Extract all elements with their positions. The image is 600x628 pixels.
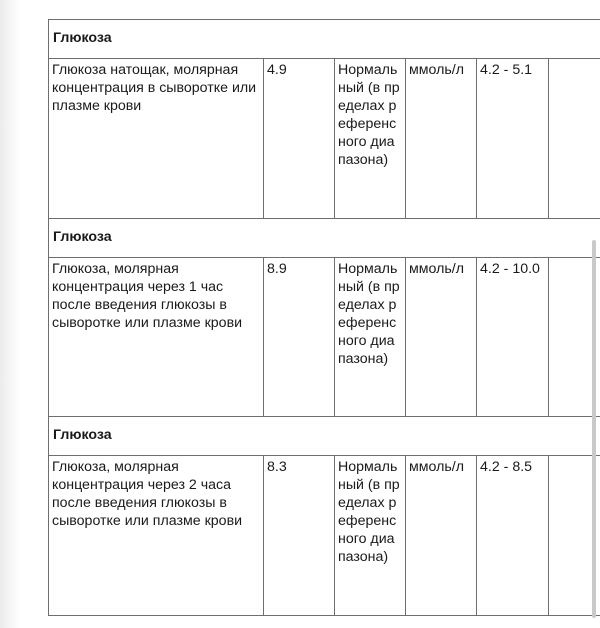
test-name-cell: Глюкоза, молярная концентрация через 2 часа после введения глюкозы в сыворотке или плазме крови: [49, 456, 264, 616]
test-name-cell: Глюкоза натощак, молярная концентрация в сыворотке или плазме крови: [49, 59, 264, 219]
table-row: [49, 456, 600, 616]
vertical-scrollbar[interactable]: [592, 240, 596, 618]
empty-cell: [549, 59, 600, 219]
section-title: Глюкоза: [49, 417, 600, 456]
interpretation-cell: Нормальный (в пределах референсного диапазона): [335, 258, 406, 417]
page-edge-shadow: [0, 0, 20, 628]
test-name-cell: Глюкоза, молярная концентрация через 1 час после введения глюкозы в сыворотке или плазме крови: [49, 258, 264, 417]
table-row: [49, 59, 600, 219]
unit-cell: ммоль/л: [406, 456, 477, 616]
lab-results-table: [48, 19, 600, 616]
result-value-cell: 8.9: [264, 258, 335, 417]
interpretation-cell: Нормальный (в пределах референсного диапазона): [335, 59, 406, 219]
result-value-cell: 4.9: [264, 59, 335, 219]
unit-cell: ммоль/л: [406, 59, 477, 219]
reference-range-cell: 4.2 - 5.1: [477, 59, 549, 219]
section-title: Глюкоза: [49, 219, 600, 258]
interpretation-cell: Нормальный (в пределах референсного диапазона): [335, 456, 406, 616]
reference-range-cell: 4.2 - 10.0: [477, 258, 549, 417]
table-row: [49, 258, 600, 417]
section-header-row: [49, 219, 600, 258]
reference-range-cell: 4.2 - 8.5: [477, 456, 549, 616]
section-header-row: [49, 417, 600, 456]
result-value-cell: 8.3: [264, 456, 335, 616]
unit-cell: ммоль/л: [406, 258, 477, 417]
section-header-row: [49, 20, 600, 59]
section-title: Глюкоза: [49, 20, 600, 59]
